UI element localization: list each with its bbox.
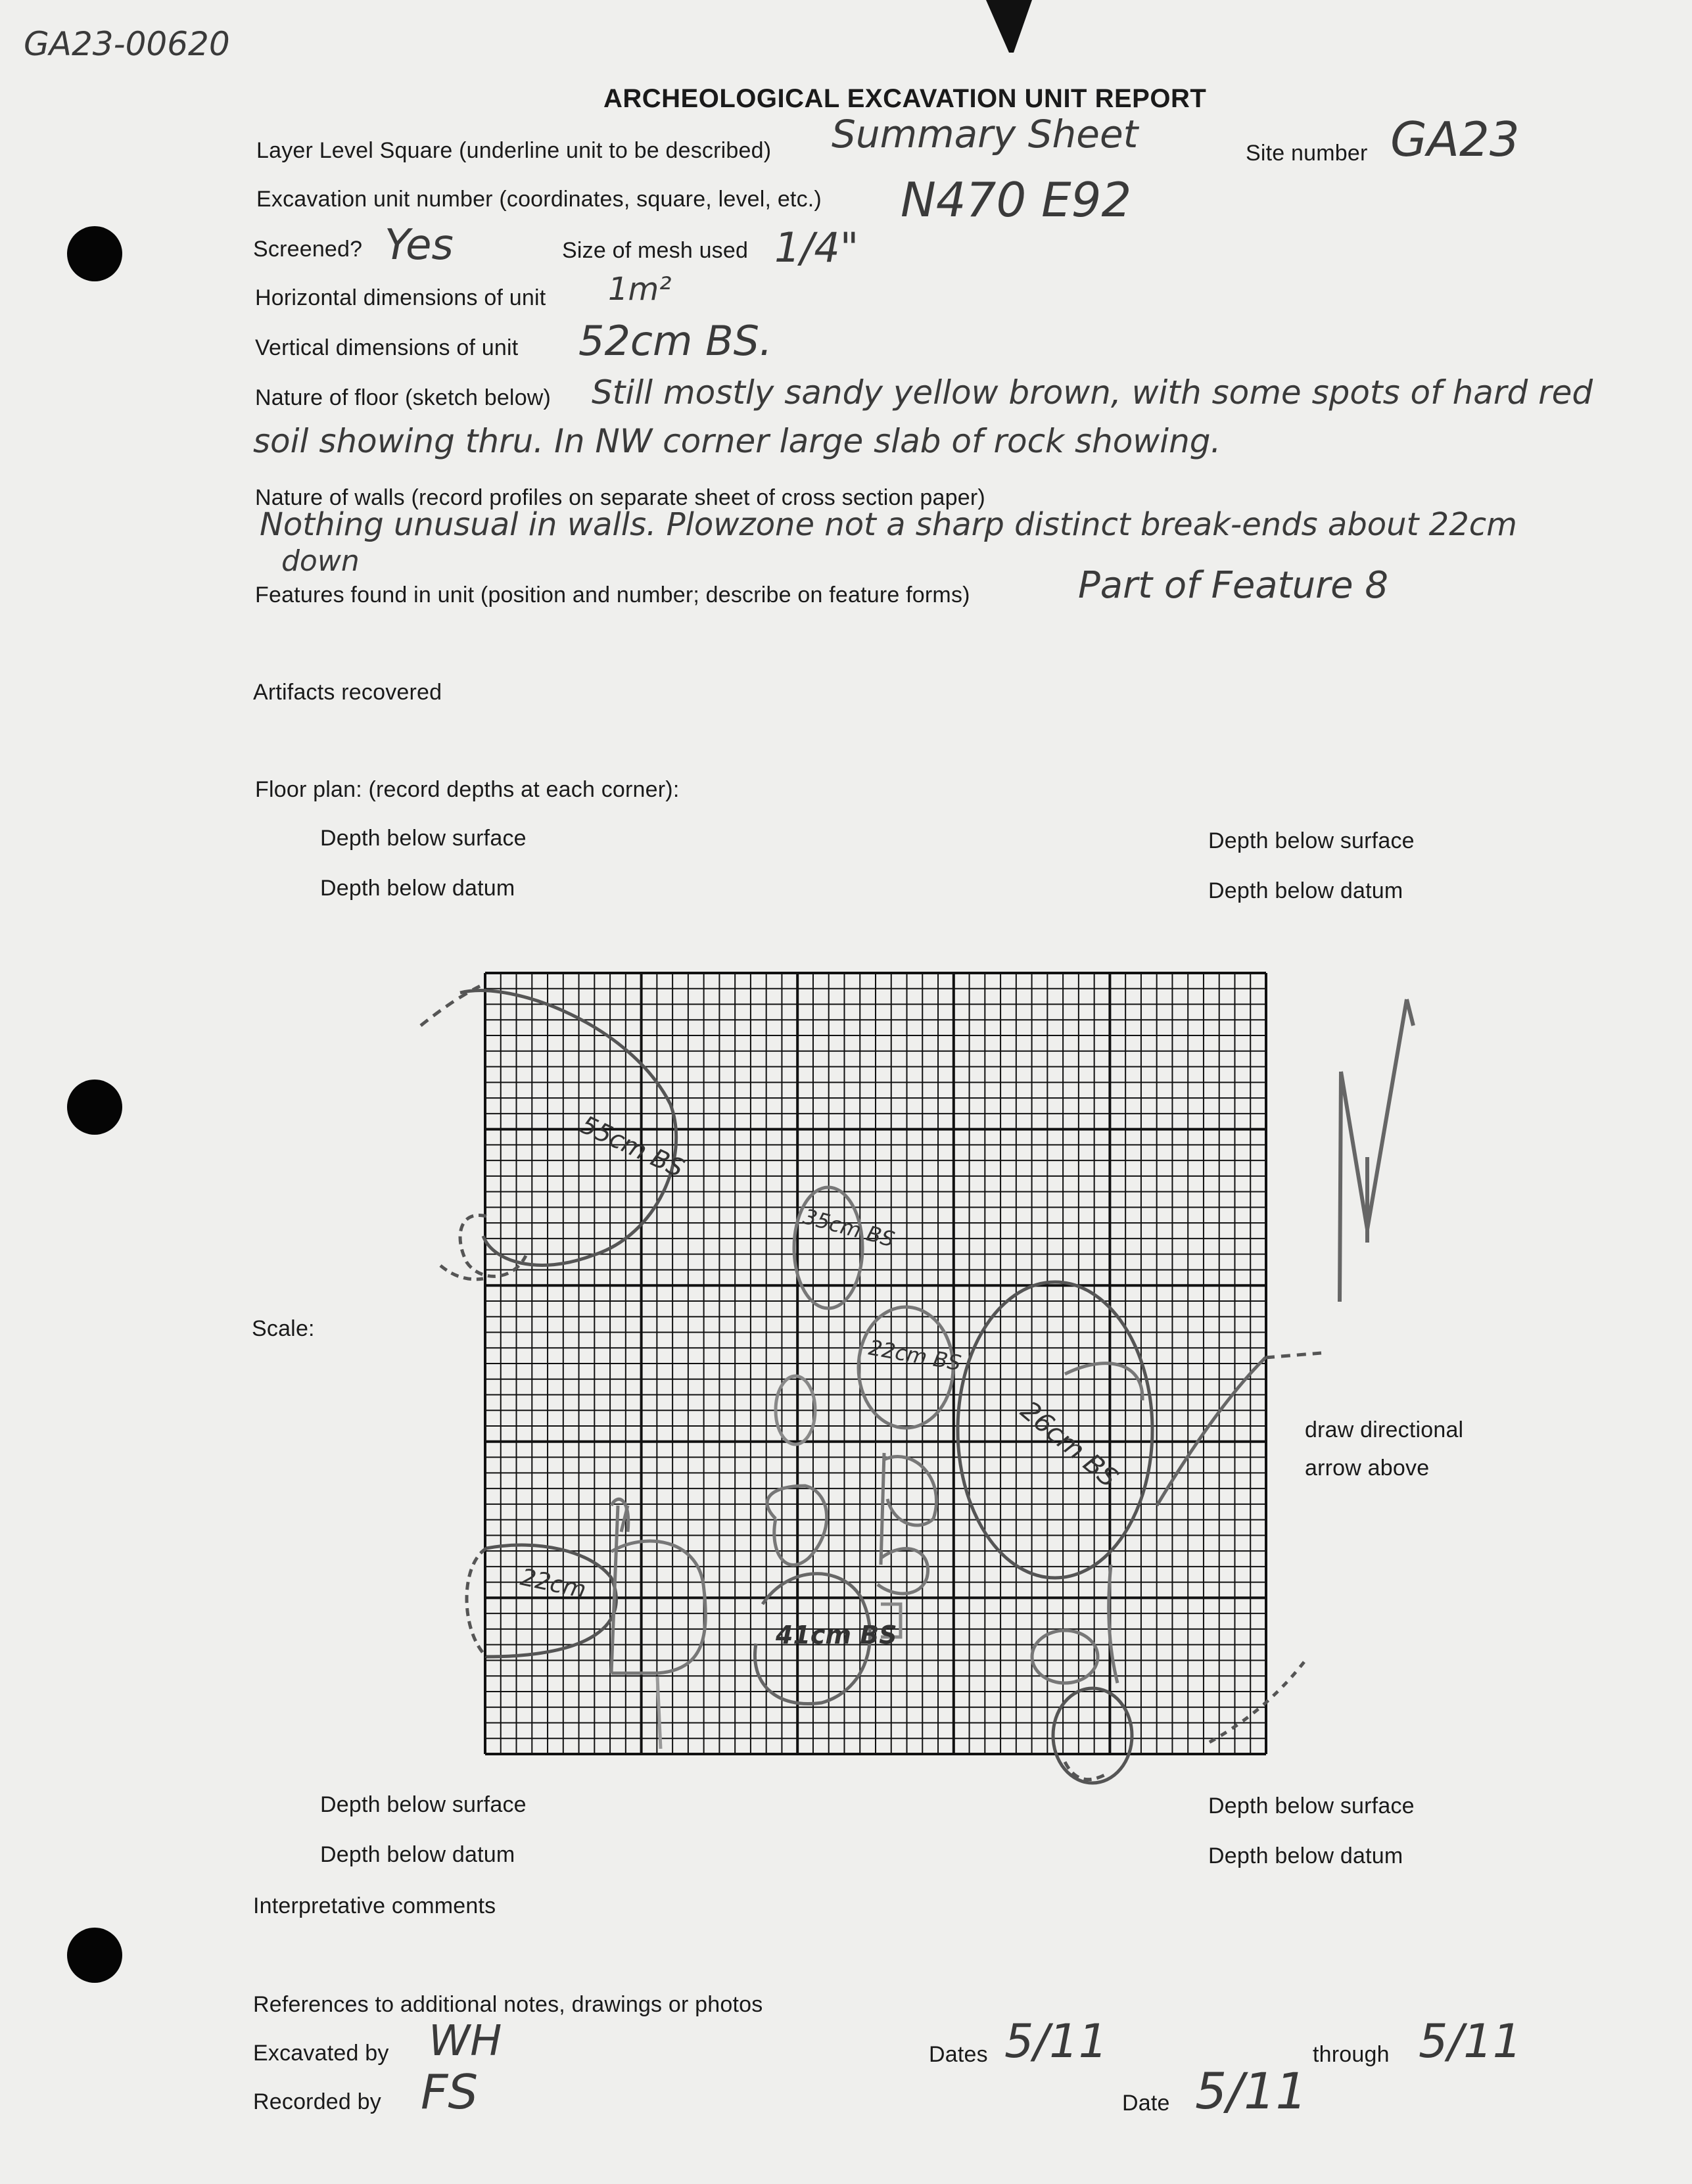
sketch-se-line xyxy=(1210,1657,1308,1742)
arrow-instruction-line2: arrow above xyxy=(1305,1456,1430,1481)
vertical-label: Vertical dimensions of unit xyxy=(255,335,519,360)
sketch-oval-se-2 xyxy=(1053,1688,1132,1783)
site-label: Site number xyxy=(1246,141,1368,166)
screened-label: Screened? xyxy=(253,237,363,262)
date-label: Date xyxy=(1122,2091,1170,2116)
date-value: 5/11 xyxy=(1195,2062,1307,2120)
depth-datum-nw: Depth below datum xyxy=(320,876,515,901)
dates-value: 5/11 xyxy=(1004,2014,1108,2068)
sketch-mid-blob-3 xyxy=(878,1549,928,1594)
unit-value: N470 E92 xyxy=(901,172,1132,227)
references-label: References to additional notes, drawings or photos xyxy=(253,1992,763,2017)
features-label: Features found in unit (position and number; describe on feature forms) xyxy=(255,582,970,607)
floor-value-line2: soil showing thru. In NW corner large slab of rock showing. xyxy=(253,422,1221,460)
excavated-label: Excavated by xyxy=(253,2041,389,2066)
sketch-label-southwest: 22cm xyxy=(518,1563,589,1604)
unit-label: Excavation unit number (coordinates, square, level, etc.) xyxy=(256,187,822,212)
sketch-label-center-top: 35cm BS xyxy=(800,1204,897,1252)
report-title: ARCHEOLOGICAL EXCAVATION UNIT REPORT xyxy=(603,84,1207,113)
mesh-value: 1/4" xyxy=(774,224,859,272)
sketch-feature-sw xyxy=(486,1545,616,1657)
depth-datum-ne: Depth below datum xyxy=(1208,878,1403,903)
through-label: through xyxy=(1313,2042,1390,2067)
vertical-value: 52cm BS. xyxy=(578,317,772,365)
walls-value-line1: Nothing unusual in walls. Plowzone not a sharp distinct break-ends about 22cm xyxy=(260,506,1517,543)
through-value: 5/11 xyxy=(1419,2014,1522,2068)
floorplan-label: Floor plan: (record depths at each corner): xyxy=(255,777,680,802)
sketch-label-south: 41cm BS xyxy=(776,1621,897,1650)
depth-datum-sw: Depth below datum xyxy=(320,1842,515,1867)
depth-surface-sw: Depth below surface xyxy=(320,1792,527,1817)
sketch-label-east: 26cm BS xyxy=(1014,1395,1124,1494)
layer-value: Summary Sheet xyxy=(832,112,1139,156)
horizontal-label: Horizontal dimensions of unit xyxy=(255,285,546,310)
sketch-mid-blob-2 xyxy=(884,1457,937,1525)
horizontal-value: 1m² xyxy=(608,271,672,308)
walls-value-line2: down xyxy=(281,544,360,578)
sketch-label-nw: 55cm BS xyxy=(576,1110,689,1183)
arrow-instruction-line1: draw directional xyxy=(1305,1417,1464,1442)
sketch-feature-sw-dashed xyxy=(467,1548,486,1657)
sketch-oval-se xyxy=(1032,1630,1098,1683)
walls-label: Nature of walls (record profiles on separate sheet of cross section paper) xyxy=(255,485,985,510)
layer-label: Layer Level Square (underline unit to be described) xyxy=(256,138,772,163)
sketch-outlines xyxy=(421,986,1413,1783)
sketch-mid-stem xyxy=(881,1453,884,1565)
site-value: GA23 xyxy=(1390,112,1520,167)
screened-value: Yes xyxy=(385,221,454,270)
depth-surface-se: Depth below surface xyxy=(1208,1793,1415,1818)
north-arrow-head xyxy=(1367,999,1413,1229)
depth-datum-se: Depth below datum xyxy=(1208,1843,1403,1868)
depth-surface-nw: Depth below surface xyxy=(320,826,527,851)
sketch-feature-nw xyxy=(460,991,676,1266)
excavated-value: WH xyxy=(429,2017,502,2066)
corner-mark: GA23-00620 xyxy=(24,25,230,63)
recorded-label: Recorded by xyxy=(253,2089,381,2114)
sketch-label-center-mid: 22cm BS xyxy=(866,1335,963,1376)
interpretative-label: Interpretative comments xyxy=(253,1893,496,1918)
scale-label: Scale: xyxy=(252,1316,315,1341)
floor-value-line1: Still mostly sandy yellow brown, with some spots of hard red xyxy=(592,373,1593,412)
dates-label: Dates xyxy=(929,2042,988,2067)
mesh-label: Size of mesh used xyxy=(562,238,749,263)
recorded-value: FS xyxy=(421,2064,479,2120)
north-arrow xyxy=(1340,1072,1367,1302)
sketch-diagonal-dash xyxy=(1265,1353,1321,1358)
floor-label: Nature of floor (sketch below) xyxy=(255,385,552,410)
features-value: Part of Feature 8 xyxy=(1078,564,1388,607)
artifacts-label: Artifacts recovered xyxy=(253,680,442,705)
depth-surface-ne: Depth below surface xyxy=(1208,828,1415,853)
